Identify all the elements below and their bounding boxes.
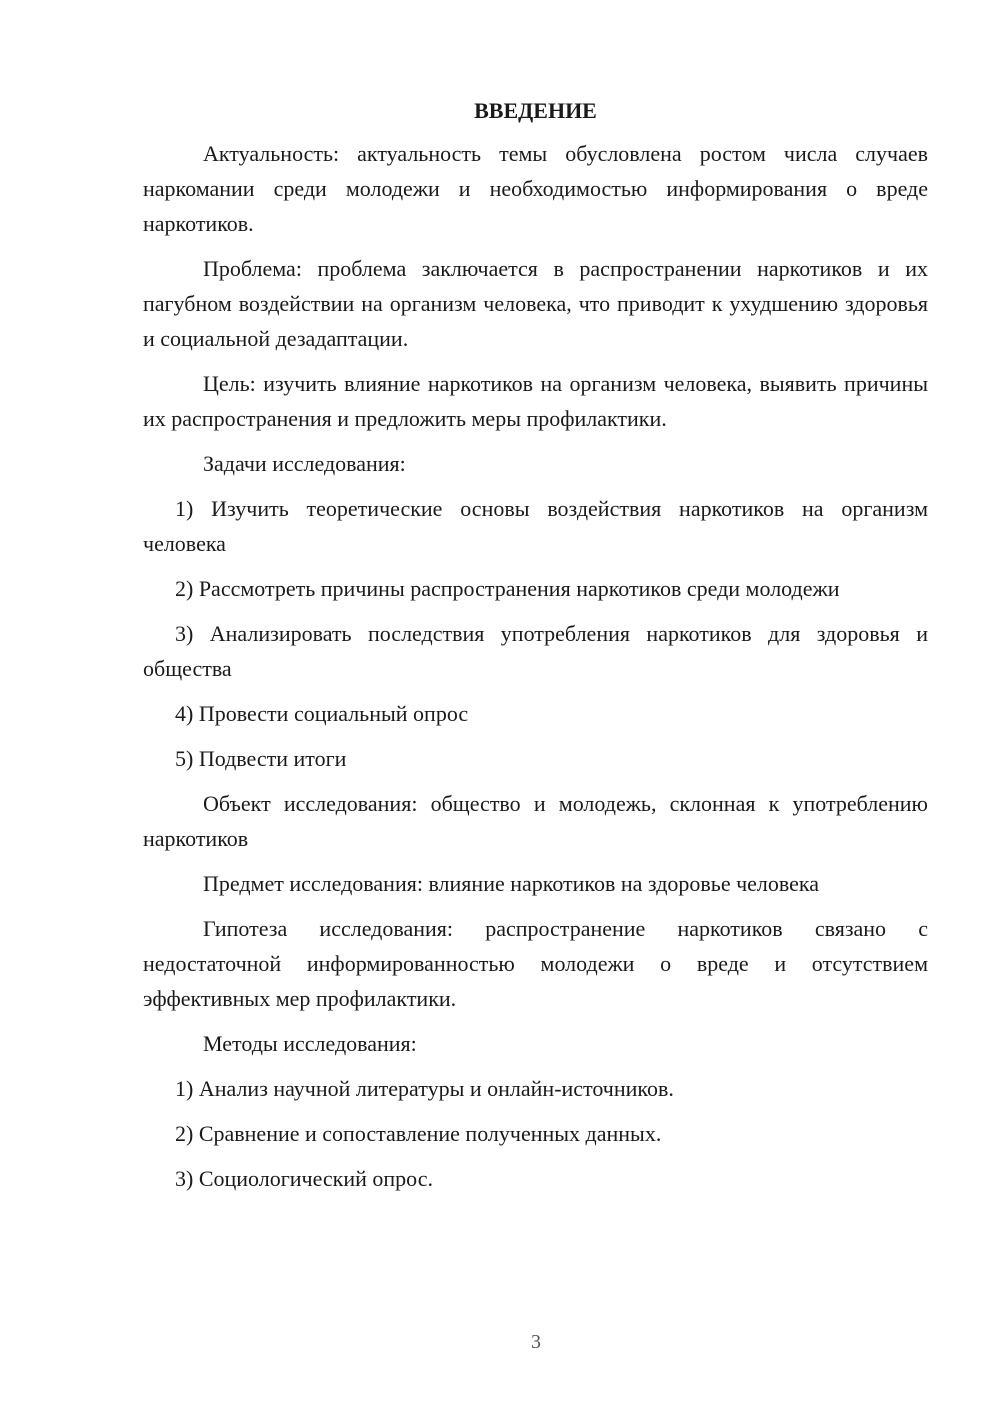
task-item-3: 3) Анализировать последствия употребления наркотиков для здоровья и общества [143,621,928,681]
task-item-4: 4) Провести социальный опрос [175,701,469,726]
method-item-1: 1) Анализ научной литературы и онлайн-источников. [175,1076,674,1101]
task-item-2: 2) Рассмотреть причины распространения наркотиков среди молодежи [175,576,840,601]
method-item-3: 3) Социологический опрос. [175,1166,433,1191]
document-page [143,96,928,1206]
hypothesis-paragraph: Гипотеза исследования: распространение наркотиков связано с недостаточной информированностью молодежи о вреде и отсутствием эффективных мер профилактики. [143,916,928,1011]
subject-paragraph: Предмет исследования: влияние наркотиков на здоровье человека [203,871,820,896]
goal-paragraph: Цель: изучить влияние наркотиков на организм человека, выявить причины их распространения и предложить меры профилактики. [143,371,928,431]
tasks-heading: Задачи исследования: [203,451,406,476]
methods-heading: Методы исследования: [203,1031,417,1056]
task-item-5: 5) Подвести итоги [175,746,347,771]
section-title: ВВЕДЕНИЕ [474,98,597,123]
problem-paragraph: Проблема: проблема заключается в распространении наркотиков и их пагубном воздействии на организм человека, что приводит к ухудшению здоровья и социальной дезадаптации. [143,256,928,351]
page-number: 3 [531,1331,541,1353]
task-item-1: 1) Изучить теоретические основы воздействия наркотиков на организм человека [143,496,928,556]
object-paragraph: Объект исследования: общество и молодежь, склонная к употреблению наркотиков [143,791,928,851]
method-item-2: 2) Сравнение и сопоставление полученных данных. [175,1121,662,1146]
relevance-paragraph: Актуальность: актуальность темы обусловлена ростом числа случаев наркомании среди молодежи и необходимостью информирования о вреде наркотиков. [143,141,928,236]
